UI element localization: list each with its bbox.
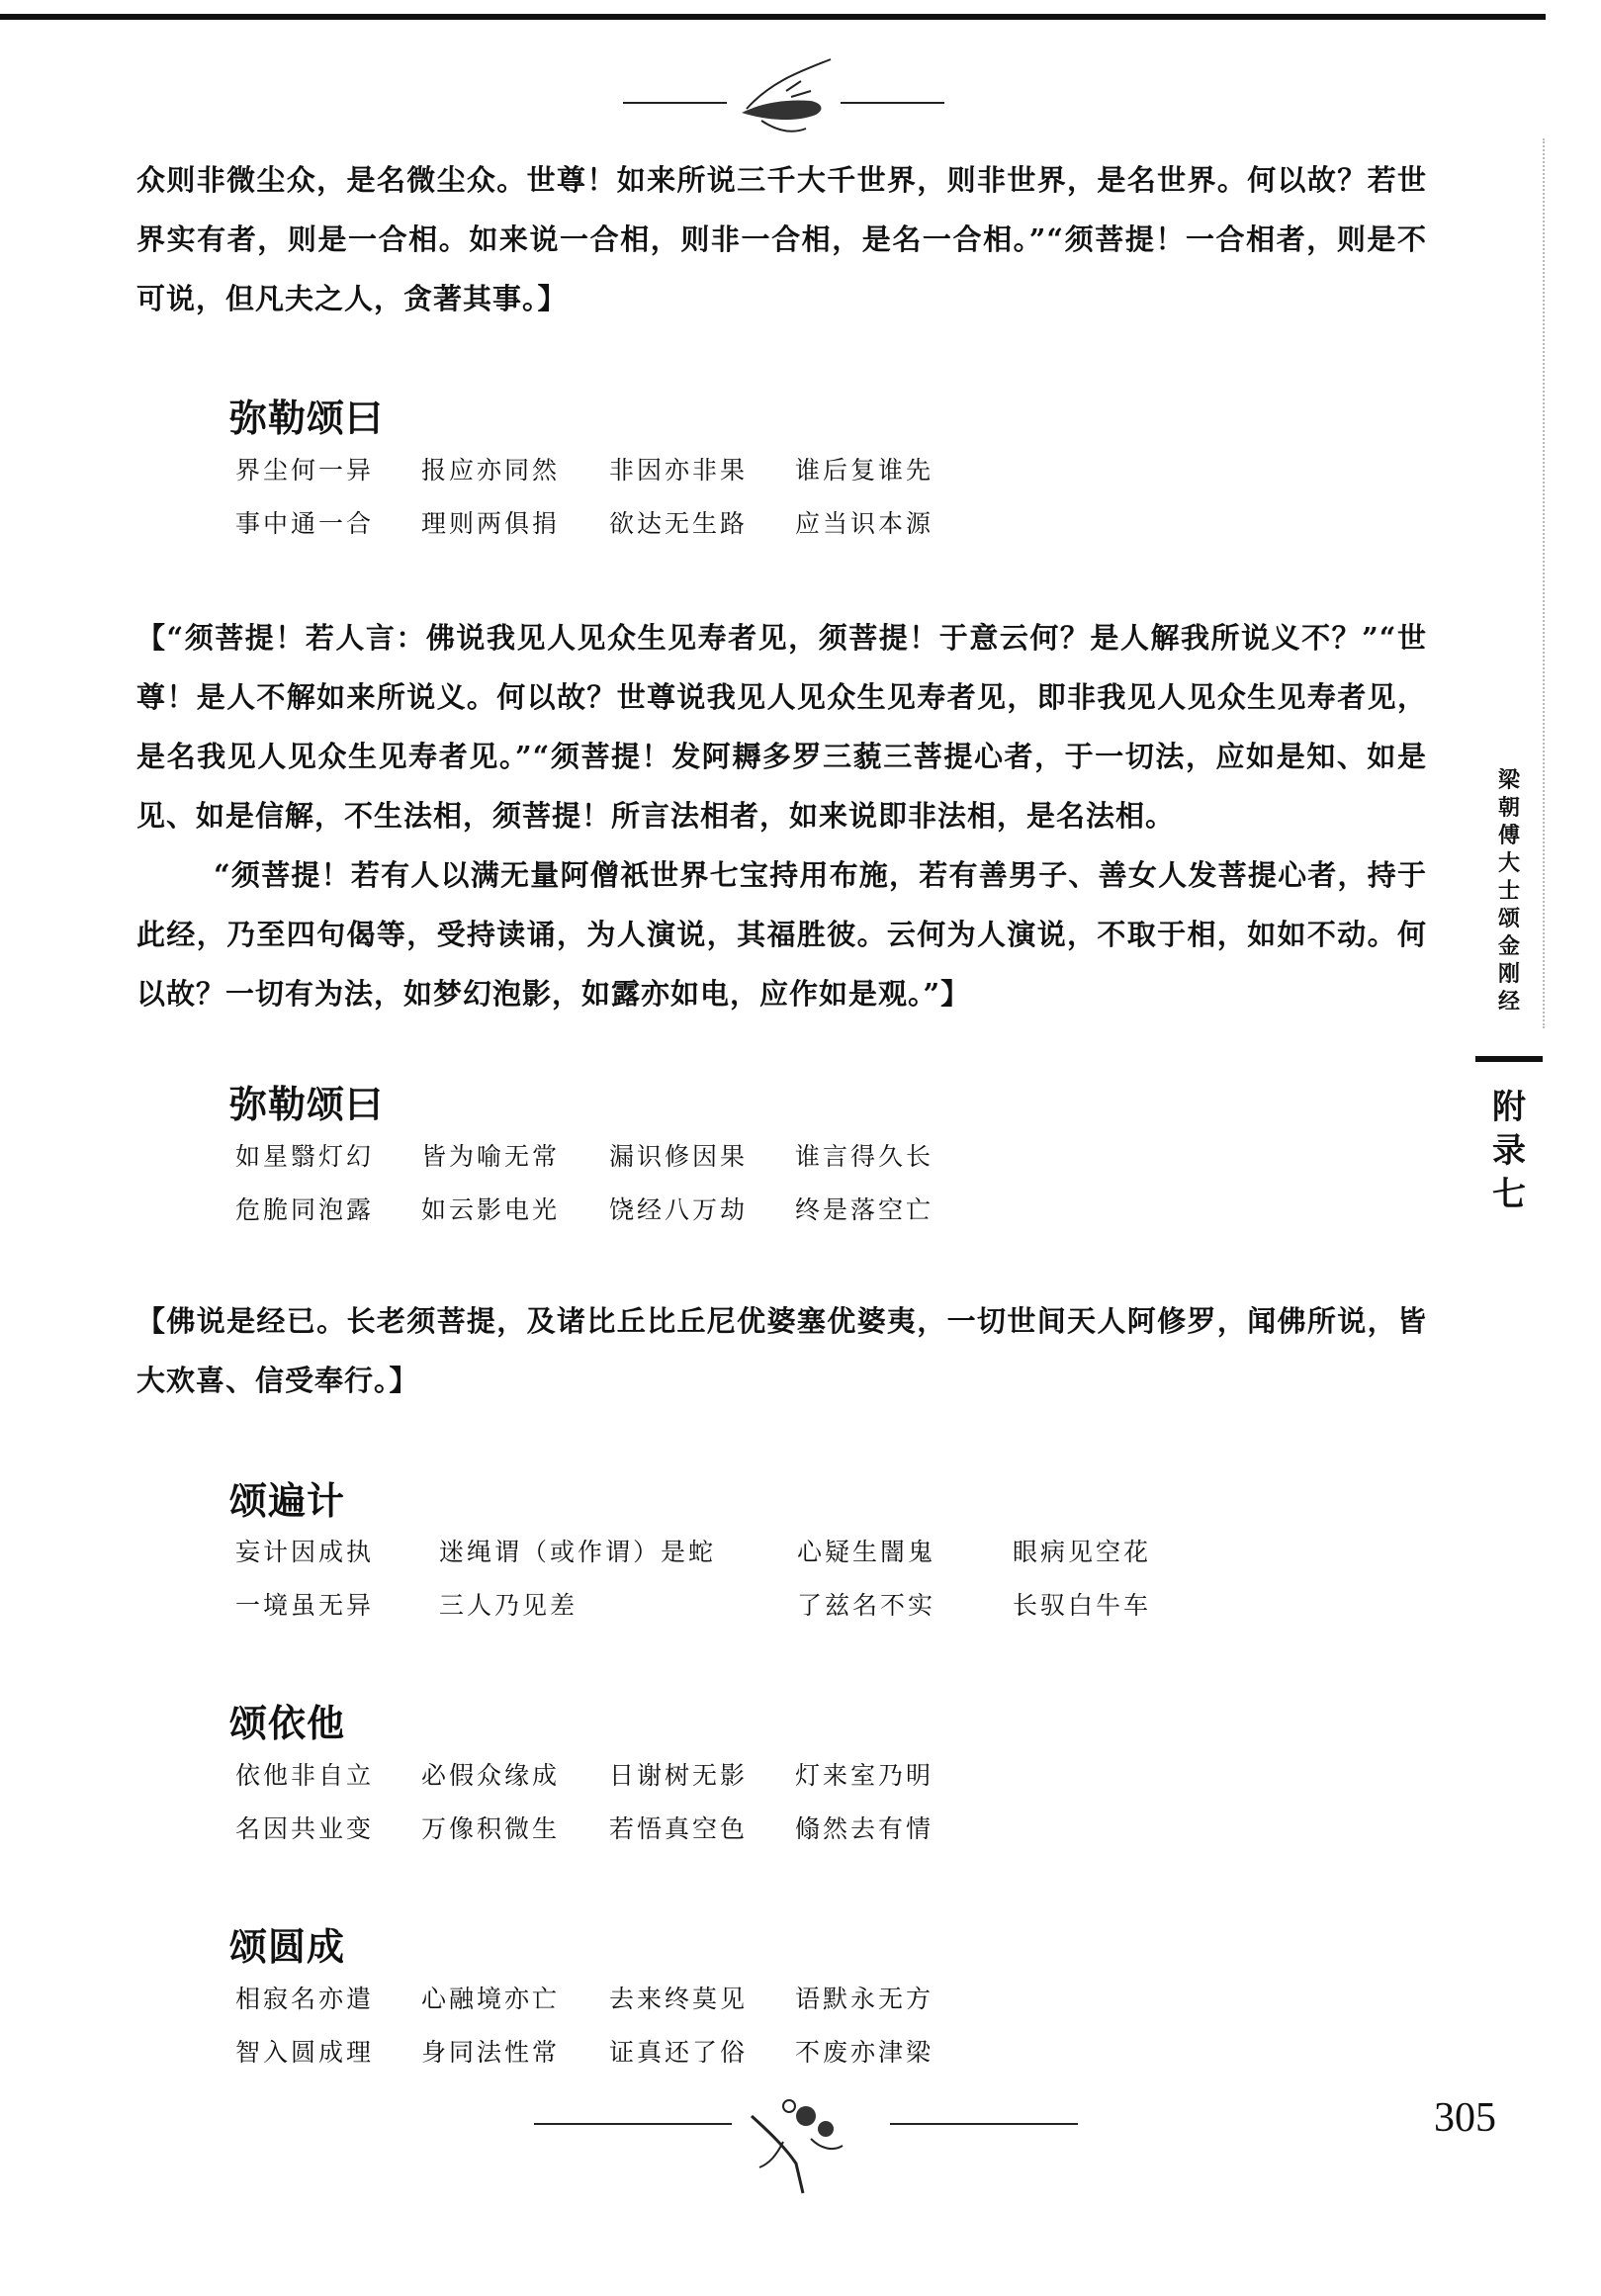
verse-phrase: 相寂名亦遣 xyxy=(235,1985,375,2013)
verse-phrase: 报应亦同然 xyxy=(421,456,561,485)
verse-phrase: 危脆同泡露 xyxy=(235,1195,375,1224)
page-number: 305 xyxy=(1434,2095,1496,2141)
verse-heading-4: 颂依他 xyxy=(229,1702,346,1745)
verse-phrase: 事中通一合 xyxy=(235,509,375,538)
verse-phrase: 心疑生闇鬼 xyxy=(797,1538,936,1566)
paragraph-1: 众则非微尘众，是名微尘众。世尊！如来所说三千大千世界，则非世界，是名世界。何以故？若世界实有者，则是一合相。如来说一合相，则非一合相，是名一合相。”“须菩提！一合相者，则是不可说，但凡夫之人，贪著其事。】 xyxy=(136,163,1427,315)
verse-phrase: 了兹名不实 xyxy=(797,1591,936,1620)
verse-phrase: 若悟真空色 xyxy=(609,1814,749,1843)
verse-heading-1: 弥勒颂曰 xyxy=(229,397,385,440)
verse-heading-2: 弥勒颂曰 xyxy=(229,1083,385,1126)
header-ornament-icon xyxy=(613,51,949,140)
verse-phrase: 妄计因成执 xyxy=(235,1538,375,1566)
verse-phrase: 万像积微生 xyxy=(421,1814,561,1843)
verse-phrase: 日谢树无影 xyxy=(609,1761,749,1790)
verse-phrase: 迷绳谓（或作谓）是蛇 xyxy=(439,1538,717,1566)
paragraph-3: “须菩提！若有人以满无量阿僧祇世界七宝持用布施，若有善男子、善女人发菩提心者，持于此经，乃至四句偈等，受持读诵，为人演说，其福胜彼。云何为人演说，不取于相，如如不动。何以故？一切有为法，如梦幻泡影，如露亦如电，应作如是观。”】 xyxy=(136,858,1427,1011)
verse-phrase: 漏识修因果 xyxy=(609,1142,749,1171)
verse-phrase: 谁言得久长 xyxy=(795,1142,934,1171)
footer-ornament-icon xyxy=(524,2094,1078,2203)
verse-phrase: 名因共业变 xyxy=(235,1814,375,1843)
verse-phrase: 不废亦津梁 xyxy=(795,2038,934,2067)
verse-phrase: 饶经八万劫 xyxy=(609,1195,749,1224)
verse-phrase: 三人乃见差 xyxy=(439,1591,578,1620)
paragraph-4: 【佛说是经已。长老须菩提，及诸比丘比丘尼优婆塞优婆夷，一切世间天人阿修罗，闻佛所说，皆大欢喜、信受奉行。】 xyxy=(136,1304,1427,1397)
verse-phrase: 长驭白牛车 xyxy=(1013,1591,1152,1620)
verse-phrase: 一境虽无异 xyxy=(235,1591,375,1620)
appendix-label: 附录七 xyxy=(1492,1088,1526,1214)
verse-phrase: 必假众缘成 xyxy=(421,1761,561,1790)
running-book-title: 梁朝傅大士颂金刚经 xyxy=(1497,767,1520,1015)
verse-phrase: 语默永无方 xyxy=(795,1985,934,2013)
paragraph-2: 【“须菩提！若人言：佛说我见人见众生见寿者见，须菩提！于意云何？是人解我所说义不？”“世尊！是人不解如来所说义。何以故？世尊说我见人见众生见寿者见，即非我见人见众生见寿者见，是名我见人见众生见寿者见。”“须菩提！发阿耨多罗三藐三菩提心者，于一切法，应如是知、如是见、如是信解，不生法相，须菩提！所言法相者，如来说即非法相，是名法相。 xyxy=(136,621,1427,833)
verse-phrase: 如云影电光 xyxy=(421,1195,561,1224)
side-rule xyxy=(1475,1056,1543,1062)
verse-heading-5: 颂圆成 xyxy=(229,1925,346,1969)
verse-phrase: 应当识本源 xyxy=(795,509,934,538)
verse-phrase: 心融境亦亡 xyxy=(421,1985,561,2013)
verse-phrase: 智入圆成理 xyxy=(235,2038,375,2067)
verse-phrase: 皆为喻无常 xyxy=(421,1142,561,1171)
verse-phrase: 身同法性常 xyxy=(421,2038,561,2067)
verse-phrase: 依他非自立 xyxy=(235,1761,375,1790)
verse-heading-3: 颂遍计 xyxy=(229,1479,346,1523)
verse-phrase: 终是落空亡 xyxy=(795,1195,934,1224)
verse-phrase: 欲达无生路 xyxy=(609,509,749,538)
verse-phrase: 非因亦非果 xyxy=(609,456,749,485)
verse-phrase: 如星翳灯幻 xyxy=(235,1142,375,1171)
margin-dotted-rule xyxy=(1543,138,1545,1028)
verse-phrase: 去来终莫见 xyxy=(609,1985,749,2013)
header-rule xyxy=(0,14,1546,20)
verse-phrase: 界尘何一异 xyxy=(235,456,375,485)
verse-phrase: 灯来室乃明 xyxy=(795,1761,934,1790)
verse-phrase: 谁后复谁先 xyxy=(795,456,934,485)
verse-phrase: 理则两俱捐 xyxy=(421,509,561,538)
verse-phrase: 证真还了俗 xyxy=(609,2038,749,2067)
verse-phrase: 眼病见空花 xyxy=(1013,1538,1152,1566)
verse-phrase: 翛然去有情 xyxy=(795,1814,934,1843)
